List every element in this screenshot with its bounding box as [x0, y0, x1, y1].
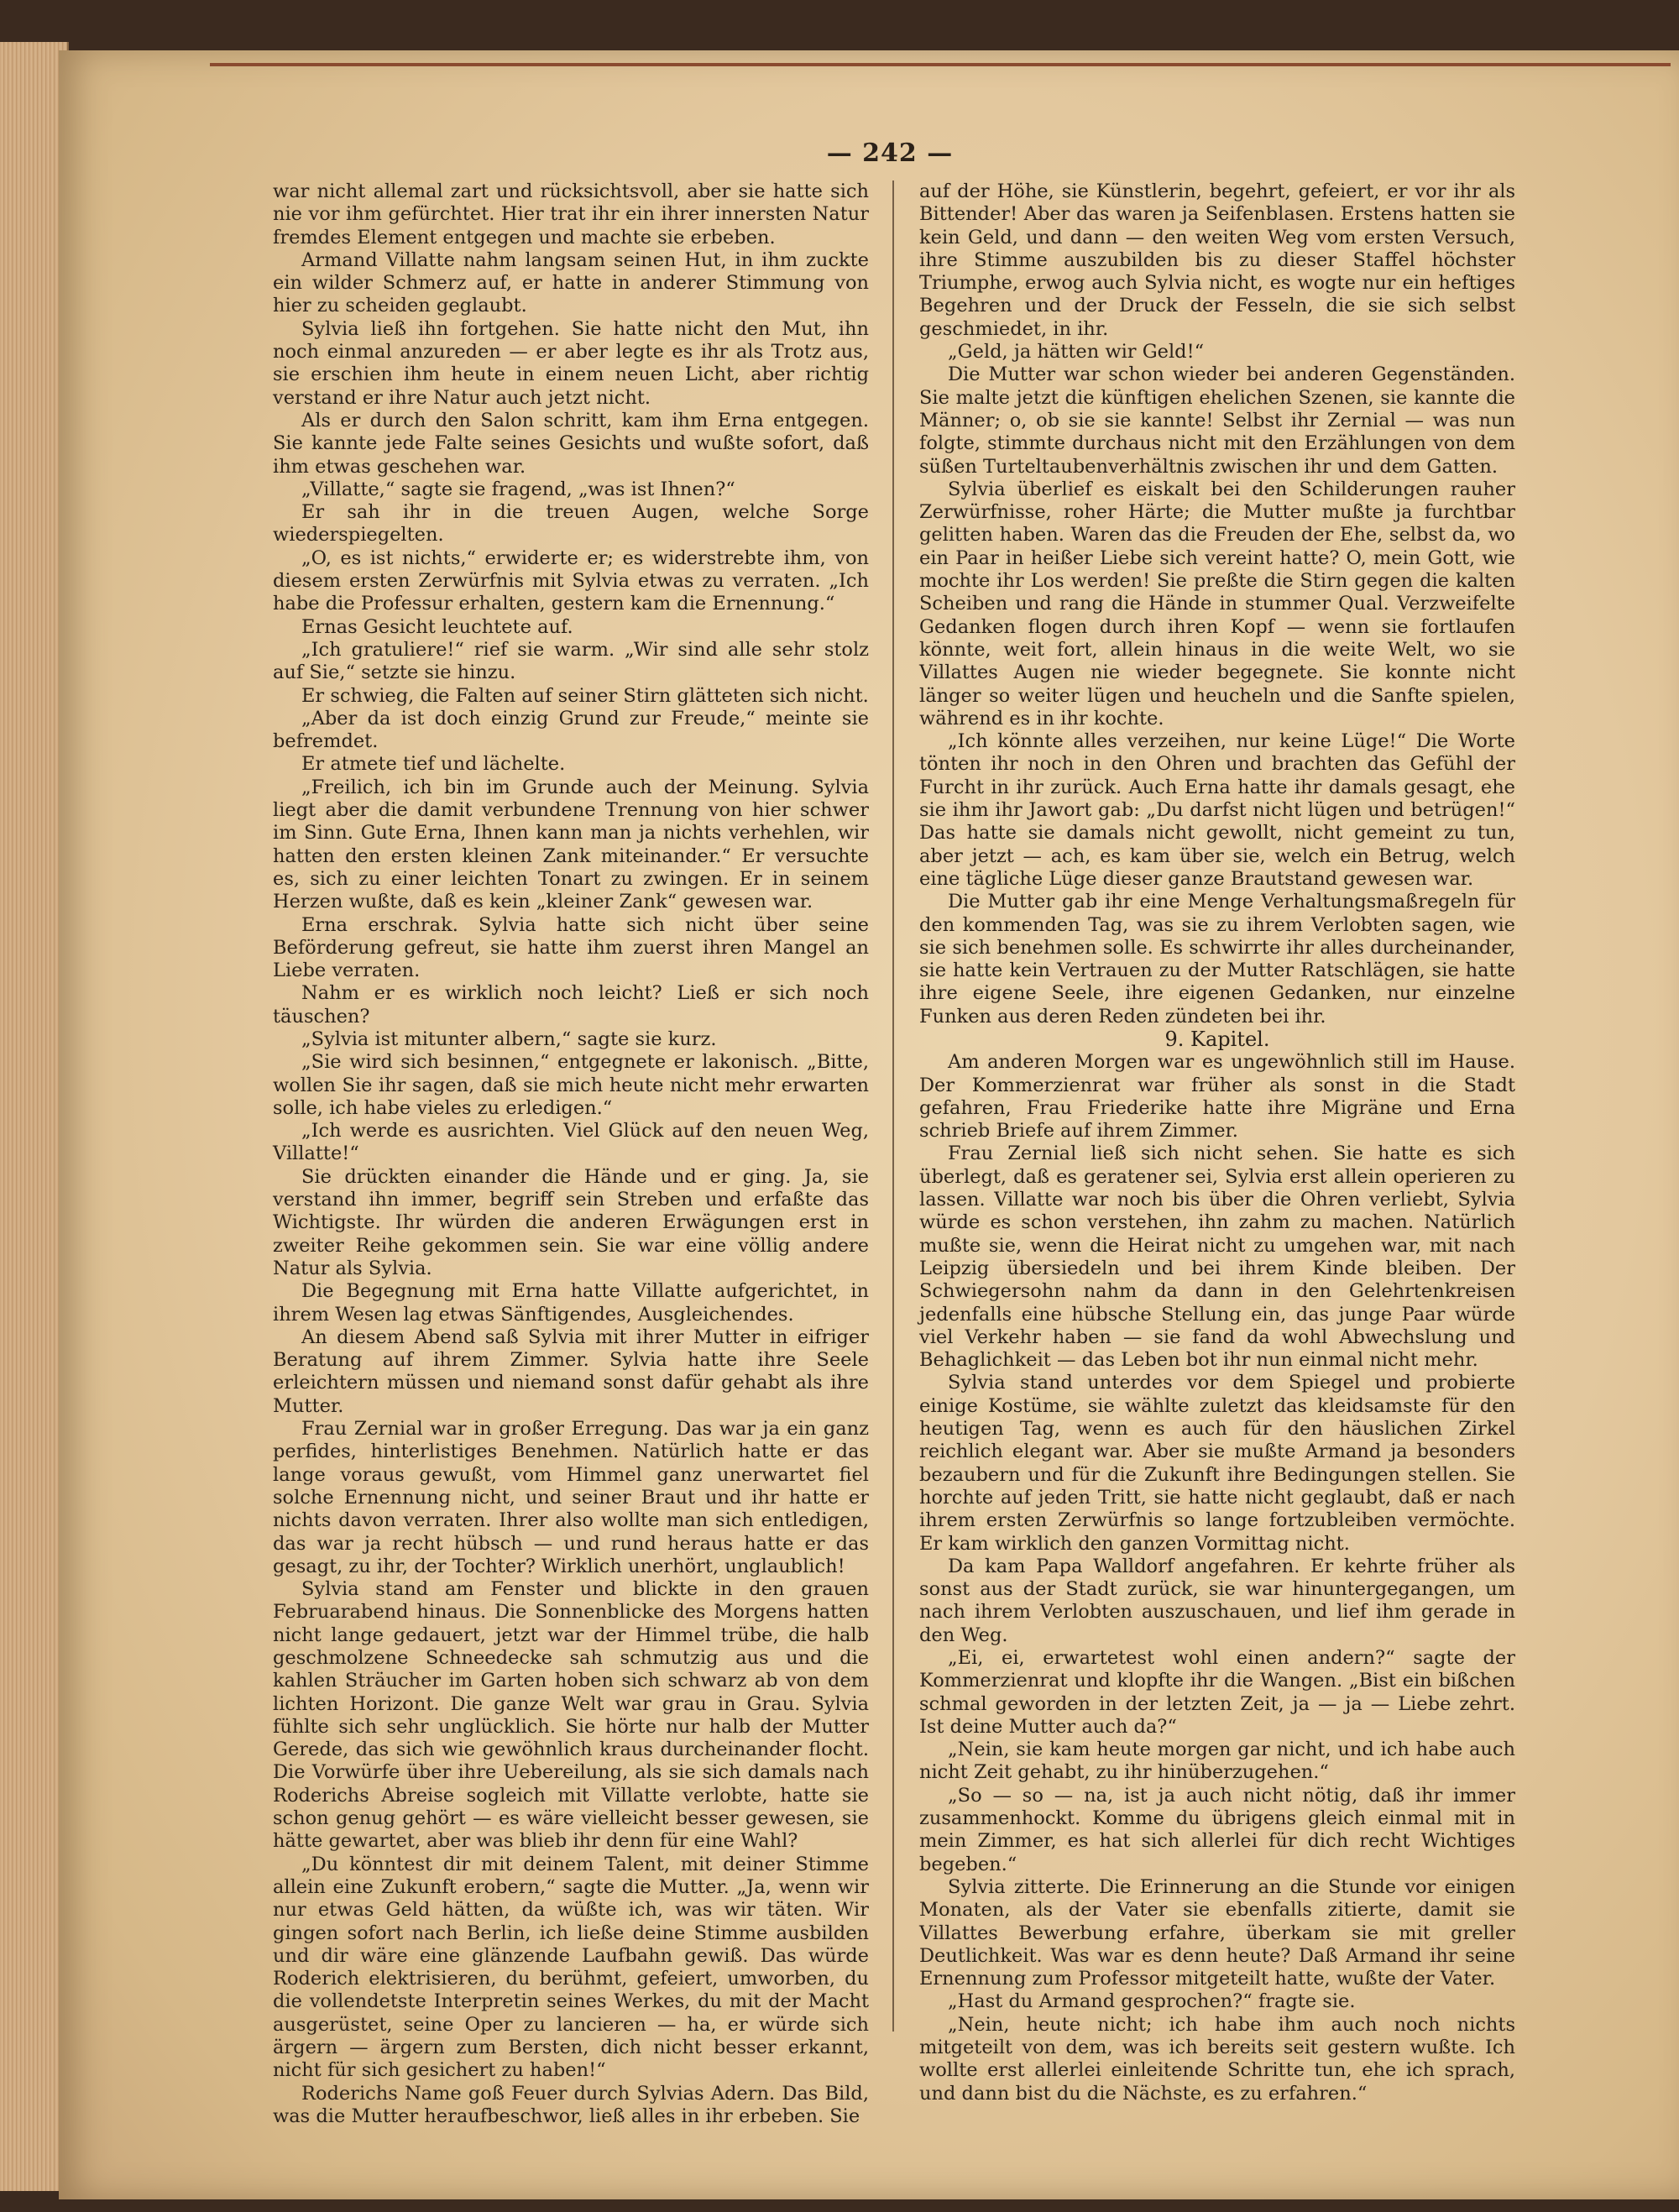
paragraph: Sylvia stand unterdes vor dem Spiegel und probierte einige Kostüme, sie wählte zuletzt das kleidsamste für den heutigen Tag, wenn es auch für den häuslichen Zirkel reichlich elegant war. Aber sie mußte Armand ja besonders bezaubern und für die Zukunft ihre Bedingungen stellen. Sie horchte auf jeden Tritt, sie hatte nicht geglaubt, daß er nach ihrem ersten Zerwürfnis so lange fortzubleiben vermöchte. Er kam wirklich den ganzen Vormittag nicht.: [919, 1372, 1515, 1555]
paragraph: Frau Zernial war in großer Erregung. Das war ja ein ganz perfides, hinterlistiges Benehmen. Natürlich hatte er das lange voraus gewußt, vom Himmel ganz unerwartet fiel solche Ernennung nicht, und seiner Braut und ihr hatte er nichts davon verraten. Ihrer also wollte man sich entledigen, das war ja recht hübsch — und rund heraus hatte er das gesagt, zu ihr, der Tochter? Wirklich unerhört, unglaublich!: [273, 1418, 869, 1577]
paragraph: Als er durch den Salon schritt, kam ihm Erna entgegen. Sie kannte jede Falte seines Gesichts und wußte sofort, daß ihm etwas geschehen war.: [273, 409, 869, 478]
paragraph: Frau Zernial ließ sich nicht sehen. Sie hatte es sich überlegt, daß es geratener sei, Sylvia erst allein operieren zu lassen. Villatte war noch bis über die Ohren verliebt, Sylvia würde es schon verstehen, ihn zahm zu machen. Natürlich mußte sie, wenn die Heirat nicht zu umgehen war, mit nach Leipzig übersiedeln und bei ihrem Kinde bleiben. Der Schwiegersohn nahm da dann in den Gelehrtenkreisen jedenfalls eine hübsche Stellung ein, das junge Paar würde viel Verkehr haben — sie fand da wohl Abwechslung und Behaglichkeit — das Leben bot ihr nun einmal nicht mehr.: [919, 1143, 1515, 1372]
paragraph: An diesem Abend saß Sylvia mit ihrer Mutter in eifriger Beratung auf ihrem Zimmer. Sylvia hatte ihre Seele erleichtern müssen und niemand sonst dafür gehabt als ihre Mutter.: [273, 1326, 869, 1417]
paragraph: Er schwieg, die Falten auf seiner Stirn glätteten sich nicht.: [301, 684, 869, 707]
paragraph: war nicht allemal zart und rücksichtsvoll, aber sie hatte sich nie vor ihm gefürchtet. Hier trat ihr ein ihrer innersten Natur fremdes Element entgegen und machte sie erbeben.: [273, 180, 869, 248]
paragraph: Die Begegnung mit Erna hatte Villatte aufgerichtet, in ihrem Wesen lag etwas Sänftigendes, Ausgleichendes.: [273, 1280, 869, 1326]
column-divider: [892, 180, 894, 2032]
paragraph: „Du könntest dir mit deinem Talent, mit deiner Stimme allein eine Zukunft erobern,“ sagte die Mutter. „Ja, wenn wir nur etwas Geld hätten, da wüßte ich, was wir täten. Wir gingen sofort nach Berlin, ich ließe deine Stimme ausbilden und dir wäre eine glänzende Laufbahn gewiß. Das würde Roderich elektrisieren, du berühmt, gefeiert, umworben, du die vollendetste Interpretin seines Werkes, du mit der Macht ausgerüstet, seine Oper zu lancieren — ha, er würde sich ärgern — ärgern zum Bersten, dich nicht besser erkannt, nicht für sich gesichert zu haben!“: [273, 1853, 869, 2082]
chapter-heading: 9. Kapitel.: [1164, 1027, 1270, 1051]
paragraph: „Ich werde es ausrichten. Viel Glück auf den neuen Weg, Villatte!“: [273, 1120, 869, 1165]
paragraph: „Freilich, ich bin im Grunde auch der Meinung. Sylvia liegt aber die damit verbundene Trennung von hier schwer im Sinn. Gute Erna, Ihnen kann man ja nichts verhehlen, wir hatten den ersten kleinen Zank miteinander.“ Er versuchte es, sich zu einer leichten Tonart zu zwingen. Er in seinem Herzen wußte, daß es kein „kleiner Zank“ gewesen war.: [273, 776, 869, 913]
paragraph: Sie drückten einander die Hände und er ging. Ja, sie verstand ihn immer, begriff sein Streben und erfaßte das Wichtigste. Ihr würden die anderen Erwägungen erst in zweiter Reihe gekommen sein. Sie war eine völlig andere Natur als Sylvia.: [273, 1165, 869, 1279]
paragraph: „Sie wird sich besinnen,“ entgegnete er lakonisch. „Bitte, wollen Sie ihr sagen, daß sie mich heute nicht mehr erwarten solle, ich habe vieles zu erledigen.“: [273, 1051, 869, 1119]
paragraph: Er sah ihr in die treuen Augen, welche Sorge wiederspiegelten.: [273, 501, 869, 546]
paragraph: Die Mutter war schon wieder bei anderen Gegenständen. Sie malte jetzt die künftigen ehelichen Szenen, sie kannte die Männer; o, ob sie sie kannte! Selbst ihr Zernial — was nun folgte, stimmte durchaus nicht mit den Erzählungen von dem süßen Turteltaubenverhältnis zwischen ihr und dem Gatten.: [919, 363, 1515, 478]
paragraph: Roderichs Name goß Feuer durch Sylvias Adern. Das Bild, was die Mutter heraufbeschwor, ließ alles in ihr erbeben. Sie: [273, 2082, 869, 2127]
text-column-right: [919, 180, 1515, 2105]
paragraph: auf der Höhe, sie Künstlerin, begehrt, gefeiert, er vor ihr als Bittender! Aber das waren ja Seifenblasen. Erstens hatten sie kein Geld, und dann — den weiten Weg vom ersten Versuch, ihre Stimme auszubilden bis zu dieser Staffel höchster Triumphe, erwog auch Sylvia nicht, es wogte nur ein heftiges Begehren und der Druck der Fesseln, die sie sich selbst geschmiedet, in ihr.: [919, 180, 1515, 340]
paragraph: Erna erschrak. Sylvia hatte sich nicht über seine Beförderung gefreut, sie hatte ihm zuerst ihren Mangel an Liebe verraten.: [273, 913, 869, 982]
paragraph: Sylvia stand am Fenster und blickte in den grauen Februarabend hinaus. Die Sonnenblicke des Morgens hatten nicht lange gedauert, jetzt war der Himmel trübe, die halb geschmolzene Schneedecke sah schmutzig aus und die kahlen Sträucher im Garten hoben sich schwarz ab von dem lichten Horizont. Die ganze Welt war grau in Grau. Sylvia fühlte sich sehr unglücklich. Sie hörte nur halb der Mutter Gerede, das sich wie gewöhnlich kraus durcheinander flocht. Die Vorwürfe über ihre Uebereilung, als sie sich damals nach Roderichs Abreise sogleich mit Villatte verlobte, hatte sie schon genug gehört — es wäre vielleicht besser gewesen, sie hätte gewartet, aber was blieb ihr denn für eine Wahl?: [273, 1578, 869, 1853]
paragraph: Nahm er es wirklich noch leicht? Ließ er sich noch täuschen?: [273, 982, 869, 1028]
paragraph: „Nein, sie kam heute morgen gar nicht, und ich habe auch nicht Zeit gehabt, zu ihr hinüberzugehen.“: [919, 1739, 1515, 1784]
paragraph: „Aber da ist doch einzig Grund zur Freude,“ meinte sie befremdet.: [273, 707, 869, 753]
paragraph: „Sylvia ist mitunter albern,“ sagte sie kurz.: [301, 1028, 717, 1050]
page-number: — 242 —: [826, 139, 954, 168]
paragraph: Die Mutter gab ihr eine Menge Verhaltungsmaßregeln für den kommenden Tag, was sie zu ihrem Verlobten sagen, wie sie sich benehmen solle. Es schwirrte ihr alles durcheinander, sie hatte kein Vertrauen zu der Mutter Ratschlägen, sie hatte ihre eigene Seele, ihre eigenen Gedanken, nur einzelne Funken aus deren Reden zündeten bei ihr.: [919, 891, 1515, 1028]
paragraph: Er atmete tief und lächelte.: [301, 753, 566, 776]
paragraph: „Villatte,“ sagte sie fragend, „was ist Ihnen?“: [301, 478, 735, 500]
paragraph: „So — so — na, ist ja auch nicht nötig, daß ihr immer zusammenhockt. Komme du übrigens gleich einmal mit in mein Zimmer, es hat sich allerlei für dich recht Wichtiges begeben.“: [919, 1784, 1515, 1875]
paragraph: „Ich könnte alles verzeihen, nur keine Lüge!“ Die Worte tönten ihr noch in den Ohren und brachten das Gefühl der Furcht in ihr zurück. Auch Erna hatte ihr damals gesagt, ehe sie ihm ihr Jawort gab: „Du darfst nicht lügen und betrügen!“ Das hatte sie damals nicht gewollt, nicht gemeint zu tun, aber jetzt — ach, es kam über sie, welch ein Betrug, welch eine tägliche Lüge dieser ganze Brautstand gewesen war.: [919, 730, 1515, 890]
paragraph: „Ich gratuliere!“ rief sie warm. „Wir sind alle sehr stolz auf Sie,“ setzte sie hinzu.: [273, 638, 869, 684]
paragraph: Da kam Papa Walldorf angefahren. Er kehrte früher als sonst aus der Stadt zurück, sie war hinuntergegangen, um nach ihrem Verlobten auszuschauen, und lief ihm gerade in den Weg.: [919, 1555, 1515, 1646]
paragraph: Armand Villatte nahm langsam seinen Hut, in ihm zuckte ein wilder Schmerz auf, er hatte in anderer Stimmung von hier zu scheiden geglaubt.: [273, 248, 869, 317]
text-column-left: [273, 180, 869, 2127]
paragraph: Am anderen Morgen war es ungewöhnlich still im Hause. Der Kommerzienrat war früher als sonst in die Stadt gefahren, Frau Friederike hatte ihre Migräne und Erna schrieb Briefe auf ihrem Zimmer.: [919, 1051, 1515, 1143]
paragraph: Sylvia überlief es eiskalt bei den Schilderungen rauher Zerwürfnisse, roher Härte; die Mutter mußte ja furchtbar gelitten haben. Waren das die Freuden der Ehe, selbst da, wo ein Paar in heißer Liebe sich vereint hatte? O, mein Gott, wie mochte ihr Los werden! Sie preßte die Stirn gegen die kalten Scheiben und rang die Hände in stummer Qual. Verzweifelte Gedanken flogen durch ihren Kopf — wenn sie fortlaufen könnte, weit fort, allein hinaus in die weite Welt, wo sie Villattes Augen nie wieder begegnete. Sie konnte nicht länger so weiter lügen und heucheln und die Sanfte spielen, während es in ihr kochte.: [919, 478, 1515, 729]
paragraph: „Ei, ei, erwartetest wohl einen andern?“ sagte der Kommerzienrat und klopfte ihr die Wangen. „Bist ein bißchen schmal geworden in der letzten Zeit, ja — ja — Liebe zehrt. Ist deine Mutter auch da?“: [919, 1647, 1515, 1738]
paragraph: „O, es ist nichts,“ erwiderte er; es widerstrebte ihm, von diesem ersten Zerwürfnis mit Sylvia etwas zu verraten. „Ich habe die Professur erhalten, gestern kam die Ernennung.“: [273, 546, 869, 615]
paragraph: Ernas Gesicht leuchtete auf.: [301, 615, 573, 638]
paragraph: „Geld, ja hätten wir Geld!“: [948, 341, 1205, 363]
paragraph: Sylvia zitterte. Die Erinnerung an die Stunde vor einigen Monaten, als der Vater sie ebenfalls zitierte, damit sie Villattes Bewerbung erfahre, überkam sie mit greller Deutlichkeit. Was war es denn heute? Daß Armand ihr seine Ernennung zum Professor mitgeteilt hatte, wußte der Vater.: [919, 1875, 1515, 1990]
paragraph: „Hast du Armand gesprochen?“ fragte sie.: [948, 1990, 1356, 2013]
header-rule: [210, 63, 1671, 66]
paragraph: „Nein, heute nicht; ich habe ihm auch noch nichts mitgeteilt von dem, was ich bereits seit gestern wußte. Ich wollte erst allerlei einleitende Schritte tun, ehe ich sprach, und dann bist du die Nächste, es zu erfahren.“: [919, 2013, 1515, 2105]
paragraph: Sylvia ließ ihn fortgehen. Sie hatte nicht den Mut, ihn noch einmal anzureden — er aber legte es ihr als Trotz aus, sie erschien ihm heute in einem neuen Licht, aber richtig verstand er ihre Natur auch jetzt nicht.: [273, 317, 869, 409]
